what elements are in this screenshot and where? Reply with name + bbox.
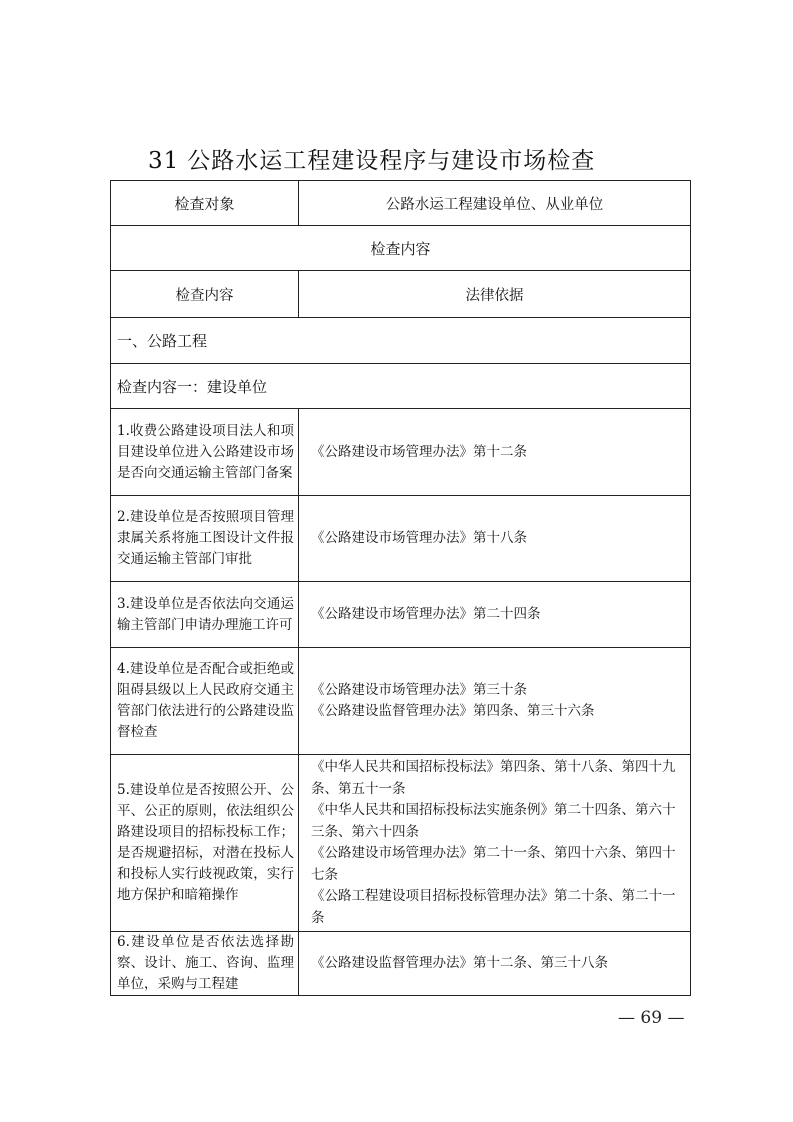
basis-line: 《公路建设市场管理办法》第十八条	[311, 530, 527, 546]
inspection-table	[110, 180, 691, 996]
legal-basis	[299, 755, 691, 932]
object-row	[111, 181, 691, 226]
legal-basis	[299, 932, 691, 996]
page-number: — 69 —	[618, 1008, 685, 1028]
basis-line: 《公路建设市场管理办法》第十二条	[311, 443, 527, 460]
page-title	[148, 144, 595, 178]
table-row	[111, 496, 691, 582]
table-row	[111, 755, 691, 932]
column-header-content: 检查内容	[111, 271, 299, 318]
basis-line: 《公路建设市场管理办法》第二十一条、第四十六条、第四十七条	[311, 845, 676, 883]
title-text: 公路水运工程建设程序与建设市场检查	[187, 148, 596, 174]
title-number: 31	[148, 148, 180, 174]
object-label: 检查对象	[111, 181, 299, 226]
subsection-row	[111, 364, 691, 409]
object-value: 公路水运工程建设单位、从业单位	[299, 181, 691, 226]
table-row	[111, 582, 691, 648]
table-row	[111, 932, 691, 996]
basis-line: 《公路工程建设项目招标投标管理办法》第二十条、第二十一条	[311, 888, 676, 926]
basis-line: 《中华人民共和国招标投标法》第四条、第十八条、第四十九条、第五十一条	[311, 759, 676, 797]
section-row	[111, 318, 691, 364]
section-heading: 一、公路工程	[111, 318, 691, 364]
column-header-row	[111, 271, 691, 318]
basis-line: 《公路建设监督管理办法》第十二条、第三十八条	[311, 955, 608, 971]
basis-line: 《公路建设市场管理办法》第二十四条	[311, 606, 541, 622]
table-row	[111, 409, 691, 496]
check-item: 3.建设单位是否依法向交通运输主管部门申请办理施工许可	[111, 582, 299, 648]
table-row	[111, 648, 691, 755]
check-item: 6.建设单位是否依法选择勘察、设计、施工、咨询、监理单位，采购与工程建	[111, 932, 299, 996]
basis-line: 《中华人民共和国招标投标法实施条例》第二十四条、第六十三条、第六十四条	[311, 802, 676, 840]
check-item: 4.建设单位是否配合或拒绝或阻碍县级以上人民政府交通主管部门依法进行的公路建设监督检查	[111, 648, 299, 755]
check-item: 2.建设单位是否按照项目管理隶属关系将施工图设计文件报交通运输主管部门审批	[111, 496, 299, 582]
check-item: 5.建设单位是否按照公开、公平、公正的原则，依法组织公路建设项目的招标投标工作；是否规避招标，对潜在投标人和投标人实行歧视政策，实行地方保护和暗箱操作	[111, 755, 299, 932]
check-item: 1.收费公路建设项目法人和项目建设单位进入公路建设市场是否向交通运输主管部门备案	[111, 409, 299, 496]
basis-line: 《公路建设市场管理办法》第三十条	[311, 682, 527, 698]
column-header-basis: 法律依据	[299, 271, 691, 318]
legal-basis	[299, 582, 691, 648]
legal-basis	[299, 648, 691, 755]
basis-line: 《公路建设监督管理办法》第四条、第三十六条	[311, 703, 595, 719]
legal-basis	[299, 409, 691, 496]
content-header: 检查内容	[111, 226, 691, 271]
legal-basis	[299, 496, 691, 582]
subsection-heading: 检查内容一：建设单位	[111, 364, 691, 409]
content-header-row	[111, 226, 691, 271]
